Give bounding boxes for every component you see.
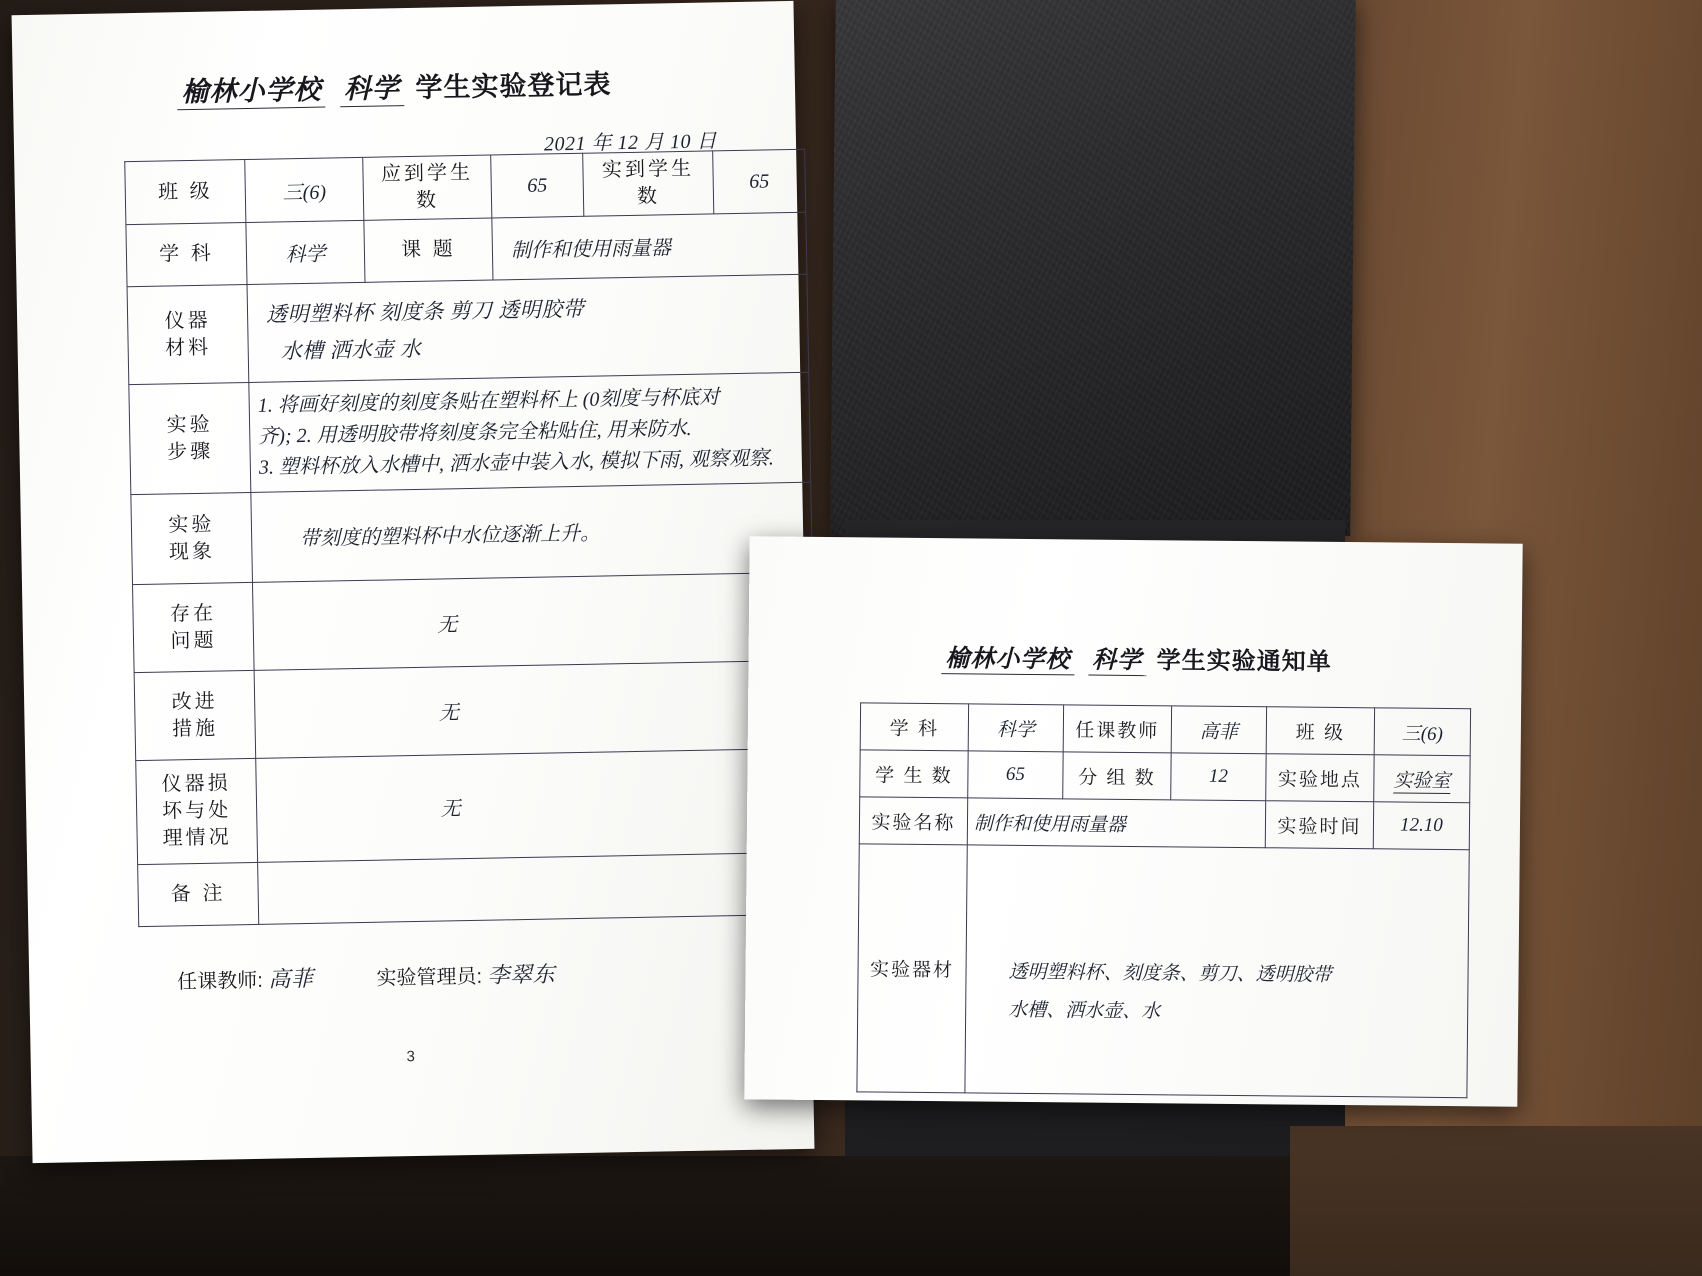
registration-footer (177, 957, 555, 995)
notice-location-text: 实验室 (1393, 769, 1451, 792)
remark-value (258, 852, 819, 924)
notice-equipment-label: 实验器材 (857, 844, 967, 1093)
footer-admin-label: 实验管理员: (376, 965, 483, 990)
materials-line-1: 透明塑料杯 刻度条 剪刀 透明胶带 (265, 296, 585, 327)
damage-label: 仪器损 坏与处 理情况 (136, 758, 258, 864)
table-row (138, 852, 819, 926)
table-row (136, 748, 818, 864)
remark-label: 备 注 (138, 862, 259, 926)
notice-teacher-value: 高菲 (1171, 706, 1266, 754)
materials-label: 仪器 材料 (127, 284, 249, 384)
registration-title (13, 59, 774, 113)
expected-students-label: 应到学生数 (363, 155, 492, 220)
table-row (127, 274, 809, 384)
improvement-value: 无 (254, 660, 816, 758)
actual-students-value: 65 (713, 149, 806, 214)
table-row (857, 844, 1469, 1098)
damage-value: 无 (256, 748, 818, 862)
subject-label: 学 科 (126, 223, 247, 287)
notice-class-value: 三(6) (1374, 708, 1470, 756)
expected-students-value: 65 (491, 153, 584, 218)
notice-teacher-label: 任课教师 (1063, 705, 1171, 753)
notice-title (748, 636, 1521, 679)
phenomena-value: 带刻度的塑料杯中水位逐渐上升。 (251, 482, 813, 582)
registration-date: 2021 年 12 月 10 日 (543, 130, 718, 156)
topic-label: 课 题 (364, 218, 493, 282)
table-row (860, 703, 1470, 756)
notice-equipment-line-1: 透明塑料杯、刻度条、剪刀、透明胶带 (1008, 961, 1332, 986)
steps-value (249, 372, 811, 492)
notice-experiment-name-label: 实验名称 (859, 797, 967, 845)
subject-value: 科学 (246, 220, 365, 284)
experiment-notice-sheet (744, 536, 1522, 1106)
class-value: 三(6) (245, 157, 364, 222)
notice-experiment-name-value: 制作和使用雨量器 (967, 798, 1265, 848)
steps-line-1: 1. 将画好刻度的刻度条贴在塑料杯上 (0刻度与杯底对 (257, 386, 720, 417)
table-row (860, 750, 1470, 803)
steps-label: 实验 步骤 (129, 382, 251, 494)
footer-teacher-value: 高菲 (268, 965, 314, 992)
topic-value: 制作和使用雨量器 (492, 212, 807, 280)
leather-mat (830, 0, 1356, 536)
notice-time-label: 实验时间 (1265, 801, 1373, 849)
notice-title-suffix: 学生实验通知单 (1156, 647, 1332, 676)
improvement-label: 改进 措施 (134, 670, 256, 760)
notice-subject-value: 科学 (968, 704, 1063, 752)
table-row (133, 572, 814, 672)
page-number: 3 (406, 1048, 416, 1066)
registration-table (124, 149, 819, 927)
registration-title-suffix: 学生实验登记表 (415, 69, 612, 103)
phenomena-label: 实验 现象 (131, 492, 253, 584)
problems-value: 无 (252, 572, 814, 670)
notice-title-subject: 科学 (1088, 640, 1146, 677)
table-row (131, 482, 813, 584)
notice-subject-label: 学 科 (860, 703, 968, 751)
steps-line-2: 齐); 2. 用透明胶带将刻度条完全粘贴住, 用来防水. (258, 417, 692, 448)
registration-title-school: 榆林小学校 (177, 68, 326, 111)
notice-equipment-value (965, 845, 1469, 1098)
problems-label: 存在 问题 (133, 582, 255, 672)
notice-title-school: 榆林小学校 (941, 638, 1074, 675)
notice-class-label: 班 级 (1266, 707, 1374, 755)
class-label: 班 级 (125, 160, 246, 225)
steps-line-3: 3. 塑料杯放入水槽中, 洒水壶中装入水, 模拟下雨, 观察观察. (258, 447, 774, 479)
notice-table (856, 702, 1471, 1098)
registration-title-subject: 科学 (340, 66, 405, 107)
footer-teacher-label: 任课教师: (177, 969, 264, 994)
materials-value (247, 274, 809, 382)
footer-admin-value: 李翠东 (487, 961, 556, 988)
experiment-registration-sheet (12, 1, 815, 1163)
notice-student-count-label: 学 生 数 (860, 750, 968, 798)
table-row (859, 797, 1469, 850)
desk-foreground-wood (1290, 1126, 1702, 1276)
table-row (129, 372, 811, 494)
notice-student-count-value: 65 (968, 751, 1063, 799)
materials-line-2: 水槽 洒水壶 水 (280, 336, 422, 363)
notice-time-value: 12.10 (1373, 802, 1469, 850)
notice-location-label: 实验地点 (1266, 754, 1374, 802)
table-row (134, 660, 815, 760)
notice-group-count-label: 分 组 数 (1063, 752, 1171, 800)
actual-students-label: 实到学生数 (583, 151, 714, 216)
notice-equipment-line-2: 水槽、洒水壶、水 (1008, 999, 1161, 1022)
notice-location-value (1374, 755, 1470, 803)
notice-group-count-value: 12 (1171, 753, 1266, 801)
